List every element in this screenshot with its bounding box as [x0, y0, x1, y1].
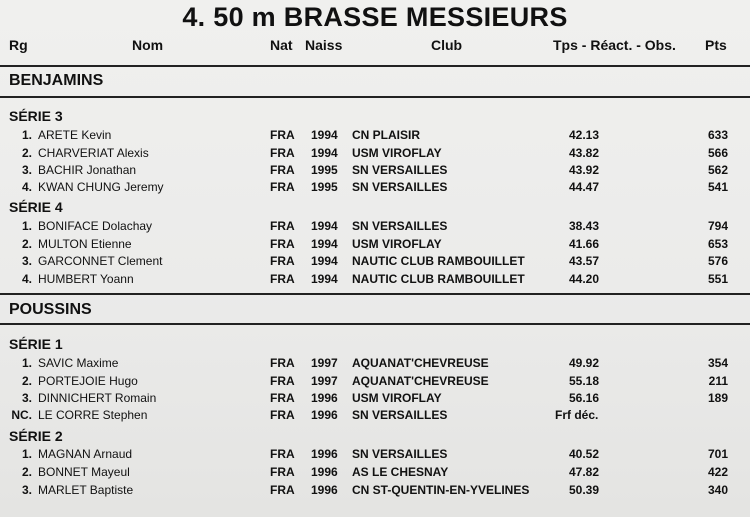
- swimmer-name: HUMBERT Yoann: [38, 272, 134, 286]
- points: 354: [707, 356, 728, 370]
- time: 43.57: [569, 254, 600, 268]
- table-row: [0, 483, 750, 499]
- swimmer-name: BONIFACE Dolachay: [38, 219, 153, 233]
- swimmer-name: BACHIR Jonathan: [38, 163, 137, 177]
- birth-year: 1996: [311, 465, 338, 479]
- rank: 3.: [21, 483, 32, 497]
- points: 562: [707, 163, 728, 177]
- time: 43.92: [569, 163, 600, 177]
- swimmer-name: GARCONNET Clement: [38, 254, 163, 268]
- birth-year: 1995: [311, 163, 338, 177]
- rank: 3.: [21, 163, 32, 177]
- swimmer-name: MAGNAN Arnaud: [38, 447, 133, 461]
- birth-year: 1996: [311, 483, 338, 497]
- nationality: FRA: [270, 219, 295, 233]
- club: NAUTIC CLUB RAMBOUILLET: [352, 254, 525, 268]
- nationality: FRA: [270, 128, 295, 142]
- swimmer-name: SAVIC Maxime: [38, 356, 119, 370]
- table-row: [0, 465, 750, 481]
- series-title: SÉRIE 2: [9, 428, 63, 444]
- time: 43.82: [569, 146, 600, 160]
- nationality: FRA: [270, 391, 295, 405]
- header-nat: Nat: [270, 37, 293, 53]
- nationality: FRA: [270, 146, 295, 160]
- rank: 3.: [21, 254, 32, 268]
- time: 47.82: [569, 465, 600, 479]
- nationality: FRA: [270, 465, 295, 479]
- rank: 1.: [21, 356, 32, 370]
- swimmer-name: PORTEJOIE Hugo: [38, 374, 138, 388]
- nationality: FRA: [270, 374, 295, 388]
- time: 44.47: [569, 180, 600, 194]
- club: SN VERSAILLES: [352, 408, 448, 422]
- club: SN VERSAILLES: [352, 180, 448, 194]
- rank: NC.: [11, 408, 32, 422]
- birth-year: 1996: [311, 408, 338, 422]
- header-club: Club: [431, 37, 463, 53]
- club: AS LE CHESNAY: [352, 465, 449, 479]
- rank: 1.: [21, 447, 32, 461]
- swimmer-name: MULTON Etienne: [38, 237, 132, 251]
- rank: 2.: [21, 465, 32, 479]
- nationality: FRA: [270, 356, 295, 370]
- time: 49.92: [569, 356, 600, 370]
- header-naiss: Naiss: [305, 37, 343, 53]
- nationality: FRA: [270, 408, 295, 422]
- club: CN ST-QUENTIN-EN-YVELINES: [352, 483, 530, 497]
- category-bottom-rule: [0, 323, 750, 325]
- birth-year: 1994: [311, 254, 338, 268]
- rank: 2.: [21, 374, 32, 388]
- points: 211: [708, 374, 728, 388]
- rank: 4.: [21, 272, 32, 286]
- table-row: [0, 272, 750, 288]
- category-top-rule: [0, 293, 750, 295]
- table-row: [0, 180, 750, 196]
- club: NAUTIC CLUB RAMBOUILLET: [352, 272, 525, 286]
- birth-year: 1994: [311, 219, 338, 233]
- points: 653: [707, 237, 728, 251]
- nationality: FRA: [270, 237, 295, 251]
- nationality: FRA: [270, 272, 295, 286]
- header-rg: Rg: [9, 37, 28, 53]
- points: 701: [707, 447, 728, 461]
- club: SN VERSAILLES: [352, 163, 448, 177]
- birth-year: 1994: [311, 146, 338, 160]
- header-pts: Pts: [705, 37, 727, 53]
- time: 44.20: [569, 272, 600, 286]
- birth-year: 1995: [311, 180, 338, 194]
- rank: 4.: [21, 180, 32, 194]
- club: CN PLAISIR: [352, 128, 421, 142]
- header-tps: Tps - Réact. - Obs.: [553, 37, 676, 53]
- time: 50.39: [569, 483, 600, 497]
- points: 794: [707, 219, 728, 233]
- club: SN VERSAILLES: [352, 447, 448, 461]
- swimmer-name: ARETE Kevin: [38, 128, 112, 142]
- points: 566: [707, 146, 728, 160]
- club: USM VIROFLAY: [352, 146, 442, 160]
- club: AQUANAT'CHEVREUSE: [352, 374, 489, 388]
- birth-year: 1994: [311, 272, 338, 286]
- table-row: [0, 219, 750, 235]
- time: 38.43: [569, 219, 600, 233]
- category-bottom-rule: [0, 96, 750, 98]
- series-title: SÉRIE 4: [9, 199, 63, 215]
- swimmer-name: CHARVERIAT Alexis: [38, 146, 149, 160]
- table-row: [0, 447, 750, 463]
- birth-year: 1994: [311, 128, 338, 142]
- birth-year: 1996: [311, 391, 338, 405]
- club: USM VIROFLAY: [352, 237, 442, 251]
- birth-year: 1997: [311, 374, 338, 388]
- swimmer-name: MARLET Baptiste: [38, 483, 134, 497]
- category-title: BENJAMINS: [9, 72, 104, 89]
- nationality: FRA: [270, 254, 295, 268]
- table-row: [0, 356, 750, 372]
- table-row: [0, 237, 750, 253]
- swimmer-name: DINNICHERT Romain: [38, 391, 157, 405]
- table-row: [0, 391, 750, 407]
- nationality: FRA: [270, 163, 295, 177]
- table-row: [0, 408, 750, 424]
- club: USM VIROFLAY: [352, 391, 442, 405]
- birth-year: 1994: [311, 237, 338, 251]
- birth-year: 1996: [311, 447, 338, 461]
- series-title: SÉRIE 3: [9, 108, 63, 124]
- rank: 2.: [21, 146, 32, 160]
- points: 340: [707, 483, 728, 497]
- club: SN VERSAILLES: [352, 219, 448, 233]
- time: Frf déc.: [555, 408, 599, 422]
- series-title: SÉRIE 1: [9, 336, 63, 352]
- header-nom: Nom: [132, 37, 164, 53]
- time: 55.18: [569, 374, 600, 388]
- rank: 3.: [21, 391, 32, 405]
- rank: 1.: [21, 128, 32, 142]
- points: 576: [707, 254, 728, 268]
- table-row: [0, 128, 750, 144]
- nationality: FRA: [270, 180, 295, 194]
- time: 41.66: [569, 237, 600, 251]
- club: AQUANAT'CHEVREUSE: [352, 356, 489, 370]
- time: 40.52: [569, 447, 600, 461]
- nationality: FRA: [270, 447, 295, 461]
- page-title: 4. 50 m BRASSE MESSIEURS: [182, 2, 568, 32]
- rank: 2.: [21, 237, 32, 251]
- points: 189: [707, 391, 728, 405]
- category-top-rule: [0, 65, 750, 67]
- swimmer-name: KWAN CHUNG Jeremy: [38, 180, 164, 194]
- table-row: [0, 374, 750, 390]
- points: 422: [707, 465, 728, 479]
- table-row: [0, 163, 750, 179]
- time: 56.16: [569, 391, 600, 405]
- table-row: [0, 254, 750, 270]
- nationality: FRA: [270, 483, 295, 497]
- rank: 1.: [21, 219, 32, 233]
- points: 633: [707, 128, 728, 142]
- category-title: POUSSINS: [9, 301, 92, 318]
- swimmer-name: LE CORRE Stephen: [38, 408, 148, 422]
- points: 551: [707, 272, 728, 286]
- time: 42.13: [569, 128, 600, 142]
- swimmer-name: BONNET Mayeul: [38, 465, 130, 479]
- table-row: [0, 146, 750, 162]
- points: 541: [707, 180, 728, 194]
- birth-year: 1997: [311, 356, 338, 370]
